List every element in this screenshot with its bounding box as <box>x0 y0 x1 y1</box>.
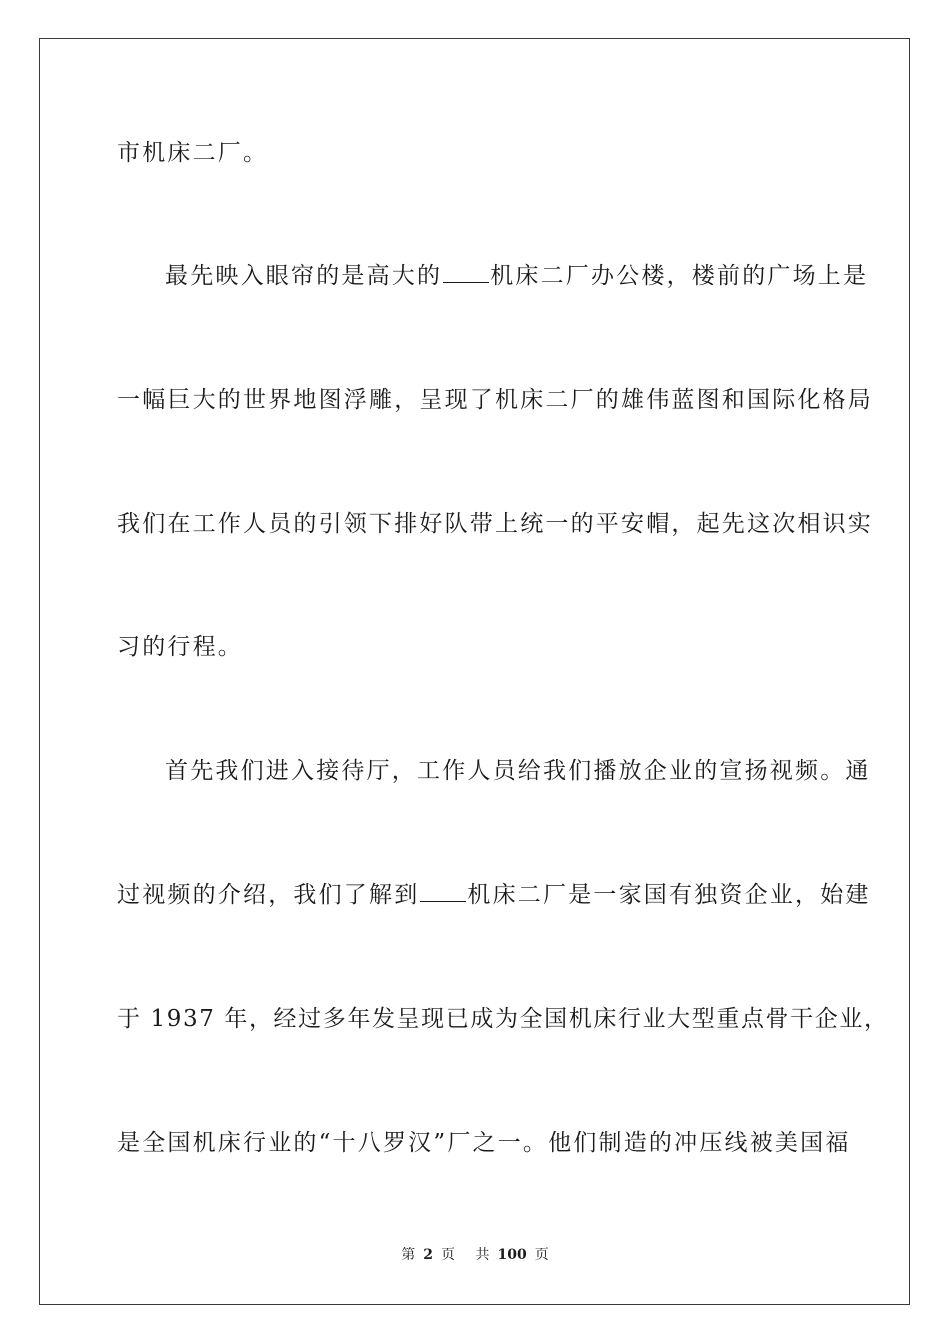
page-indicator: 第 2 页 <box>401 1247 456 1263</box>
text-line-3: 一幅巨大的世界地图浮雕，呈现了机床二厂的雄伟蓝图和国际化格局 <box>117 387 873 413</box>
text-line-4: 我们在工作人员的引领下排好队带上统一的平安帽，起先这次相识实 <box>117 511 873 537</box>
text-line-6: 首先我们进入接待厅，工作人员给我们播放企业的宣扬视频。通 <box>165 758 871 784</box>
text-line-9: 是全国机床行业的“十八罗汉”厂之一。他们制造的冲压线被美国福 <box>117 1130 851 1156</box>
page-border <box>39 38 910 1305</box>
text-line-7: 过视频的介绍，我们了解到 机床二厂是一家国有独资企业，始建 <box>117 882 871 908</box>
text-line-1: 市机床二厂。 <box>117 140 269 166</box>
total-pages-indicator: 共 100 页 <box>475 1247 549 1263</box>
text-line-8: 于 1937 年，经过多年发呈现已成为全国机床行业大型重点骨干企业， <box>117 1006 889 1032</box>
blank-underline <box>420 883 466 902</box>
text-line-5: 习的行程。 <box>117 634 243 660</box>
page-footer <box>0 1245 950 1265</box>
text-line-2: 最先映入眼帘的是高大的 机床二厂办公楼，楼前的广场上是 <box>165 263 869 289</box>
blank-underline <box>443 264 489 283</box>
